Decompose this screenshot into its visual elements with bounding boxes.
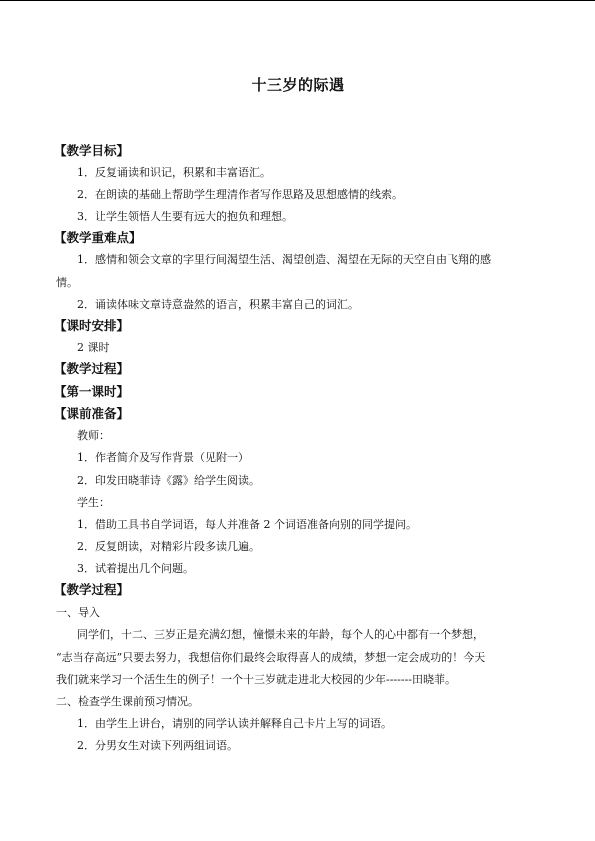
goal-item-1: 1．反复诵读和识记，积累和丰富语汇。 [77, 166, 271, 179]
student-item-1: 1．借助工具书自学词语，每人并准备 2 个词语准备向别的同学提问。 [77, 518, 417, 531]
student-item-2: 2．反复朗读，对精彩片段多读几遍。 [77, 540, 260, 553]
heading-schedule: 【课时安排】 [54, 318, 130, 333]
student-label: 学生： [77, 496, 110, 509]
teacher-item-1: 1．作者简介及写作背景（见附一） [77, 451, 249, 464]
keypoint-item-2: 2．诵读体味文章诗意盎然的语言，积累丰富自己的词汇。 [77, 298, 359, 311]
heading-teaching-process: 【教学过程】 [54, 361, 130, 376]
intro-paragraph-line-2: “志当存高远”只要去努力，我想信你们最终会取得喜人的成绩，梦想一定会成功的！今天 [56, 651, 486, 664]
keypoint-item-1-line-2: 情。 [56, 276, 78, 289]
check-heading: 二、检查学生课前预习情况。 [56, 695, 199, 708]
student-item-3: 3．试着提出几个问题。 [77, 562, 194, 575]
teacher-item-2: 2．印发田晓菲诗《露》给学生阅读。 [77, 474, 260, 487]
heading-teaching-process-2: 【教学过程】 [54, 582, 130, 597]
document-title: 十三岁的际遇 [251, 76, 345, 94]
keypoint-item-1-line-1: 1．感情和领会文章的字里行间渴望生活、渴望创造、渴望在无际的天空自由飞翔的感 [77, 253, 491, 266]
heading-teaching-goals: 【教学目标】 [54, 143, 130, 158]
teacher-label: 教师： [77, 429, 110, 442]
top-border-line [0, 0, 595, 1]
check-item-1: 1．由学生上讲台，请别的同学认读并解释自己卡片上写的词语。 [77, 717, 392, 730]
heading-first-lesson: 【第一课时】 [54, 384, 130, 399]
goal-item-3: 3．让学生领悟人生要有远大的抱负和理想。 [77, 210, 293, 223]
heading-key-points: 【教学重难点】 [54, 230, 142, 245]
goal-item-2: 2．在朗读的基础上帮助学生理清作者写作思路及思想感情的线索。 [77, 188, 403, 201]
schedule-text: 2 课时 [77, 341, 110, 354]
intro-heading: 一、导入 [56, 606, 100, 619]
check-item-2: 2．分男女生对读下列两组词语。 [77, 739, 238, 752]
intro-paragraph-line-3: 我们就来学习一个活生生的例子！一个十三岁就走进北大校园的少年-------田晓菲。 [56, 673, 457, 686]
heading-preparation: 【课前准备】 [54, 406, 130, 421]
intro-paragraph-line-1: 同学们，十二、三岁正是充满幻想，憧憬未来的年龄，每个人的心中都有一个梦想， [77, 628, 484, 641]
